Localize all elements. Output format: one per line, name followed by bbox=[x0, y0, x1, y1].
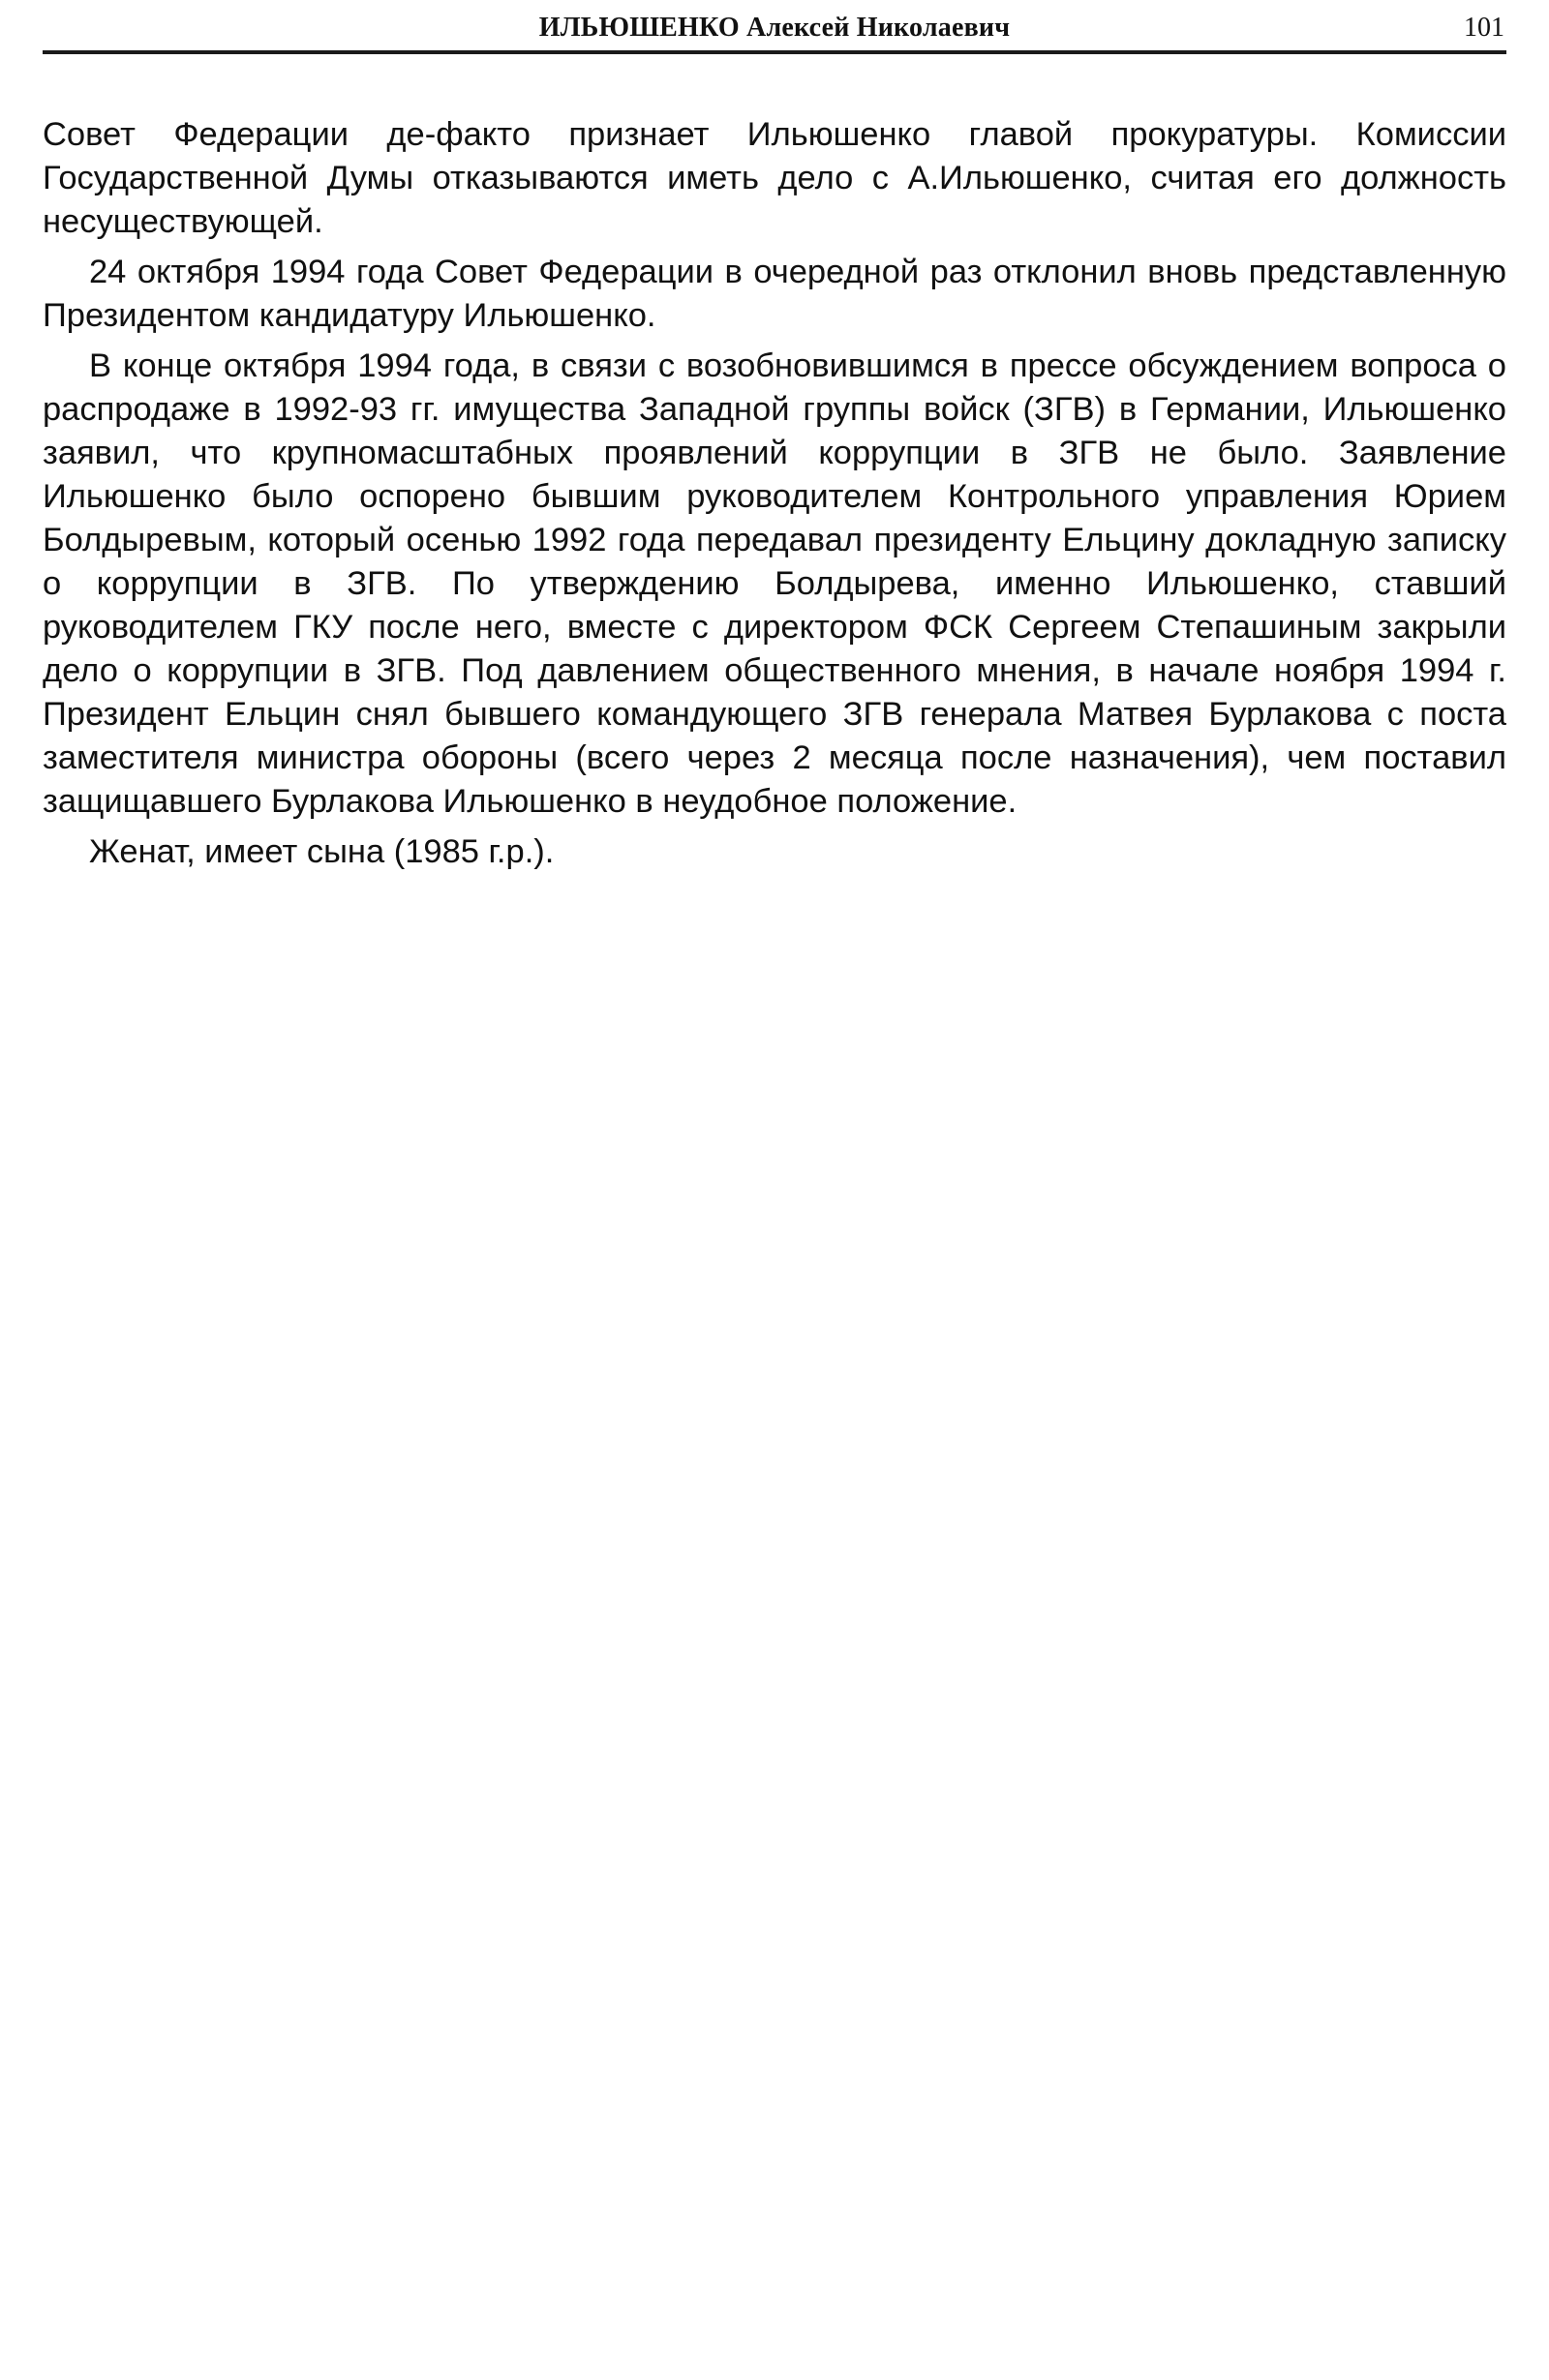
paragraph-2: 24 октября 1994 года Совет Федерации в очередной раз отклонил вновь представленную Президентом кандидатуру Ильюшенко. bbox=[43, 254, 1506, 334]
running-header-title: ИЛЬЮШЕНКО Алексей Николаевич bbox=[538, 13, 1011, 43]
paragraph-1: Совет Федерации де-факто признает Ильюшенко главой прокуратуры. Комиссии Государственной Думы отказываются иметь дело с А.Ильюшенко, считая его должность несуществующей. bbox=[43, 116, 1506, 240]
paragraph-3: В конце октября 1994 года, в связи с возобновившимся в прессе обсуждением вопроса о распродаже в 1992-93 гг. имущества Западной группы войск (ЗГВ) в Германии, Ильюшенко заявил, что крупномасштабных проявлений коррупции в ЗГВ не было. Заявление Ильюшенко было оспорено бывшим руководителем Контрольного управления Юрием Болдыревым, который осенью 1992 года передавал президенту Ельцину докладную записку о коррупции в ЗГВ. По утверждению Болдырева, именно Ильюшенко, ставший руководителем ГКУ после него, вместе с директором ФСК Сергеем Степашиным закрыли дело о коррупции в ЗГВ. Под давлением общественного мнения, в начале ноября 1994 г. Президент Ельцин снял бывшего командующего ЗГВ генерала Матвея Бурлакова с поста заместителя министра обороны (всего через 2 месяца после назначения), чем поставил защищавшего Бурлакова Ильюшенко в неудобное положение. bbox=[43, 347, 1506, 820]
page-number: 101 bbox=[1464, 13, 1504, 43]
paragraph-4: Женат, имеет сына (1985 г.р.). bbox=[89, 833, 555, 870]
text-body bbox=[43, 113, 1506, 881]
page-header bbox=[43, 10, 1506, 54]
